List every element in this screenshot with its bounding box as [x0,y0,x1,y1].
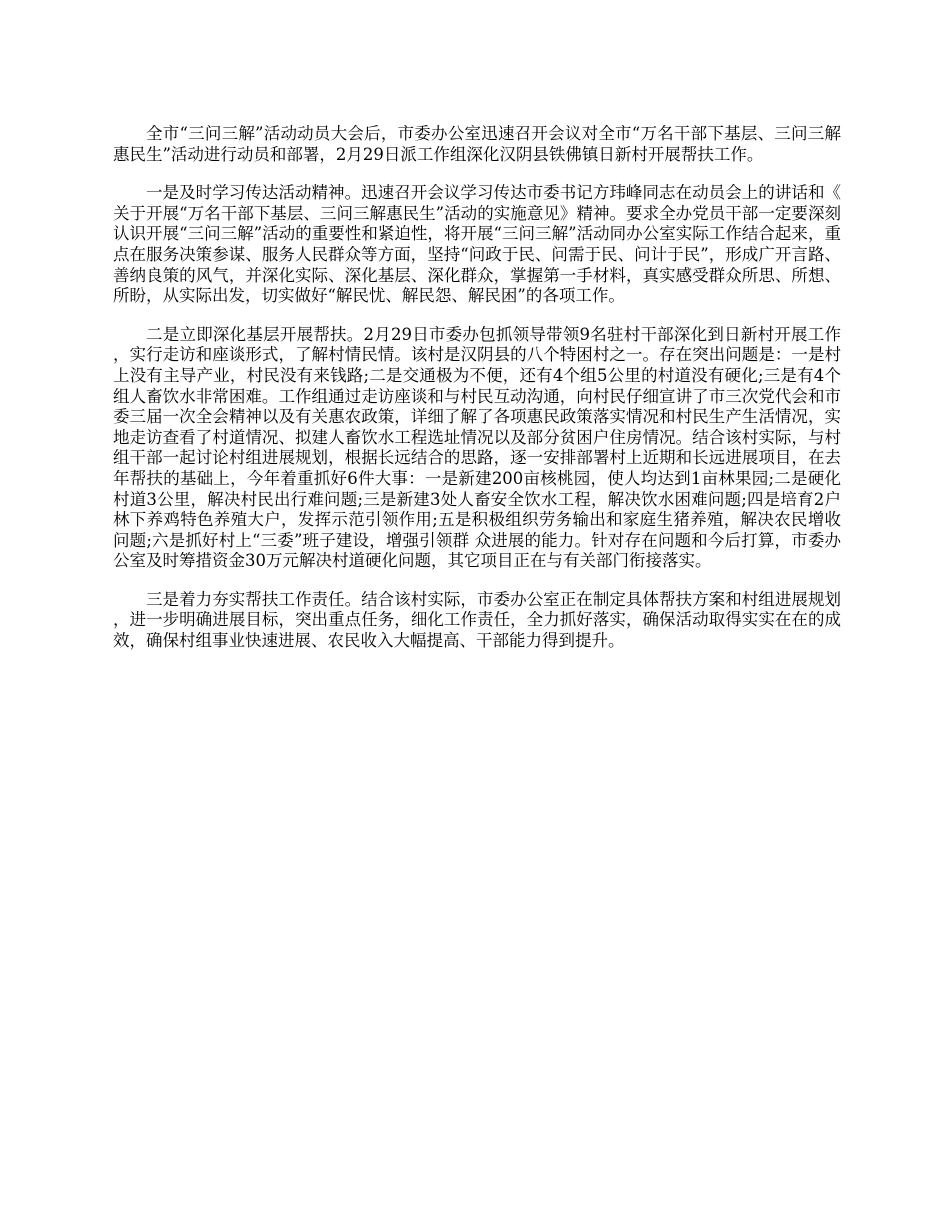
paragraph-study-spirit: 一是及时学习传达活动精神。迅速召开会议学习传达市委书记方玮峰同志在动员会上的讲话和《关于开展“万名干部下基层、三问三解惠民生”活动的实施意见》精神。要求全办党员干部一定要深刻认识开展“三问三解”活动的重要性和紧迫性，将开展“三问三解”活动同办公室实际工作结合起来，重点在服务决策参谋、服务人民群众等方面，坚持“问政于民、问需于民、问计于民”，形成广开言路、善纳良策的风气，并深化实际、深化基层、深化群众，掌握第一手材料，真实感受群众所思、所想、所盼，从实际出发，切实做好“解民忧、解民怨、解民困”的各项工作。 [113,183,841,306]
document-body [113,124,841,670]
paragraph-grassroots-assistance: 二是立即深化基层开展帮扶。2月29日市委办包抓领导带领9名驻村干部深化到日新村开展工作，实行走访和座谈形式，了解村情民情。该村是汉阴县的八个特困村之一。存在突出问题是：一是村上没有主导产业，村民没有来钱路;二是交通极为不便，还有4个组5公里的村道没有硬化;三是有4个组人畜饮水非常困难。工作组通过走访座谈和与村民互动沟通，向村民仔细宣讲了市三次党代会和市委三届一次全会精神以及有关惠农政策，详细了解了各项惠民政策落实情况和村民生产生活情况，实地走访查看了村道情况、拟建人畜饮水工程选址情况以及部分贫困户住房情况。结合该村实际，与村组干部一起讨论村组进展规划，根据长远结合的思路，逐一安排部署村上近期和长远进展项目，在去年帮扶的基础上，今年着重抓好6件大事：一是新建200亩核桃园，使人均达到1亩林果园;二是硬化村道3公里，解决村民出行难问题;三是新建3处人畜安全饮水工程，解决饮水困难问题;四是培育2户林下养鸡特色养殖大户，发挥示范引领作用;五是积极组织劳务输出和家庭生猪养殖，解决农民增收问题;六是抓好村上“三委”班子建设，增强引领群 众进展的能力。针对存在问题和今后打算，市委办公室及时筹措资金30万元解决村道硬化问题，其它项目正在与有关部门衔接落实。 [113,324,841,571]
paragraph-intro: 全市“三问三解”活动动员大会后，市委办公室迅速召开会议对全市“万名干部下基层、三问三解惠民生”活动进行动员和部署，2月29日派工作组深化汉阴县铁佛镇日新村开展帮扶工作。 [113,124,841,164]
paragraph-responsibility: 三是着力夯实帮扶工作责任。结合该村实际，市委办公室正在制定具体帮扶方案和村组进展规划，进一步明确进展目标，突出重点任务，细化工作责任，全力抓好落实，确保活动取得实实在在的成效，确保村组事业快速进展、农民收入大幅提高、干部能力得到提升。 [113,589,841,651]
